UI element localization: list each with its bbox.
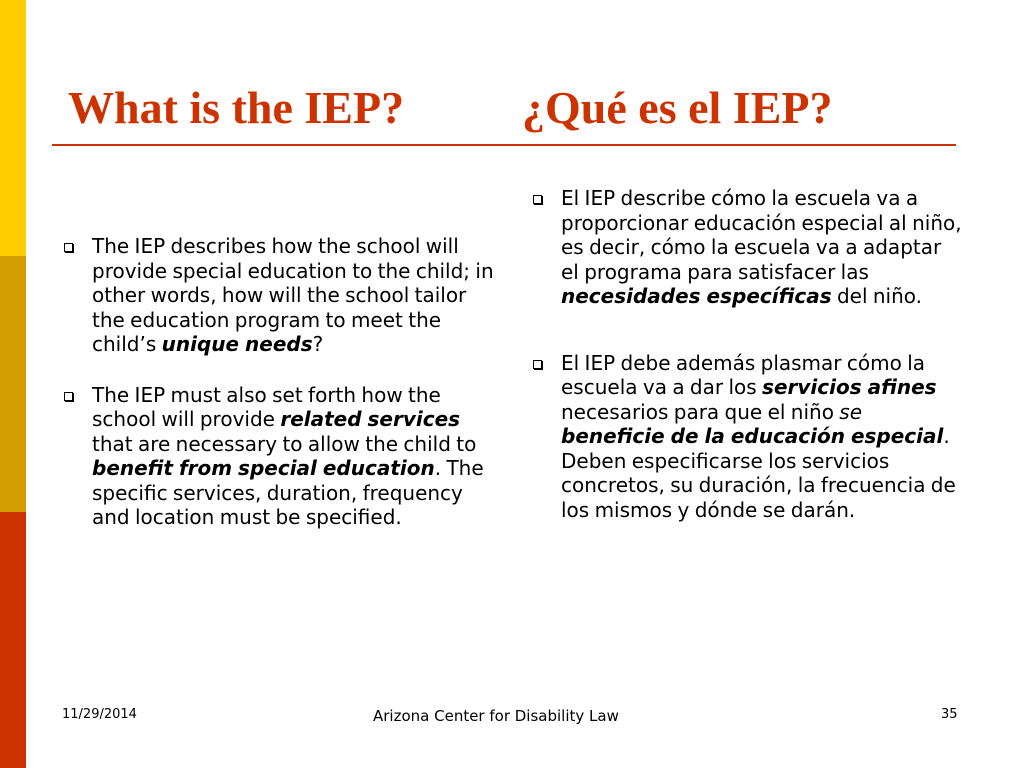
footer-organization: Arizona Center for Disability Law (373, 707, 619, 725)
bullet-text (561, 186, 963, 309)
square-bullet-icon (64, 392, 73, 401)
emphasis-beneficie: beneficie de la educación especial (561, 424, 944, 448)
bullet-text-run: necesarios para que el niño (561, 399, 840, 424)
footer-date: 11/29/2014 (62, 707, 137, 722)
square-bullet-icon (533, 360, 542, 369)
slide-title-english: What is the IEP? (68, 82, 405, 133)
bullet-text-run: El IEP describe cómo la escuela va a proporcionar educación especial al niño, es decir, cómo la escuela va a adaptar el programa para satisfacer las (561, 186, 962, 284)
emphasis-benefit-from-special-education: benefit from special education (92, 456, 435, 480)
accent-stripe-bottom (0, 512, 26, 768)
bullet-text-run: . The specific services, duration, frequency and location must be specified. (92, 456, 484, 529)
list-item (533, 351, 963, 523)
bullet-text-run: del niño. (831, 284, 923, 308)
bullet-text-run: ? (312, 332, 324, 356)
spanish-bullet-list (533, 186, 963, 522)
slide-number: 35 (941, 707, 958, 722)
title-divider (52, 144, 956, 146)
bullet-text-run: The IEP must also set forth how the school will provide (92, 382, 441, 431)
bullet-text (561, 351, 963, 523)
bullet-text (92, 383, 504, 530)
emphasis-unique-needs: unique needs (161, 332, 313, 356)
square-bullet-icon (533, 195, 542, 204)
bullet-text (92, 234, 504, 357)
bullet-text-run: The IEP describes how the school will provide special education to the child; in other words, how will the school tailor the education program to meet the child’s (92, 234, 494, 356)
emphasis-related-services: related services (280, 407, 461, 431)
emphasis-servicios-afines: servicios afines (762, 375, 937, 399)
italic-se: se (839, 399, 863, 424)
list-item (533, 186, 963, 309)
square-bullet-icon (64, 243, 73, 252)
bullet-text-run: that are necessary to allow the child to (92, 431, 477, 456)
bullet-text-run: El IEP debe además plasmar cómo la escuela va a dar los (561, 350, 925, 399)
accent-stripe-middle (0, 256, 26, 512)
bullet-text-run: . Deben especificarse los servicios concretos, su duración, la frecuencia de los mismos y dónde se darán. (561, 424, 956, 522)
emphasis-necesidades-especificas: necesidades específicas (561, 284, 832, 308)
english-bullet-list (64, 234, 504, 530)
list-item (64, 383, 504, 530)
list-item (64, 234, 504, 357)
accent-stripe-top (0, 0, 26, 256)
slide-title-spanish: ¿Qué es el IEP? (522, 82, 833, 133)
